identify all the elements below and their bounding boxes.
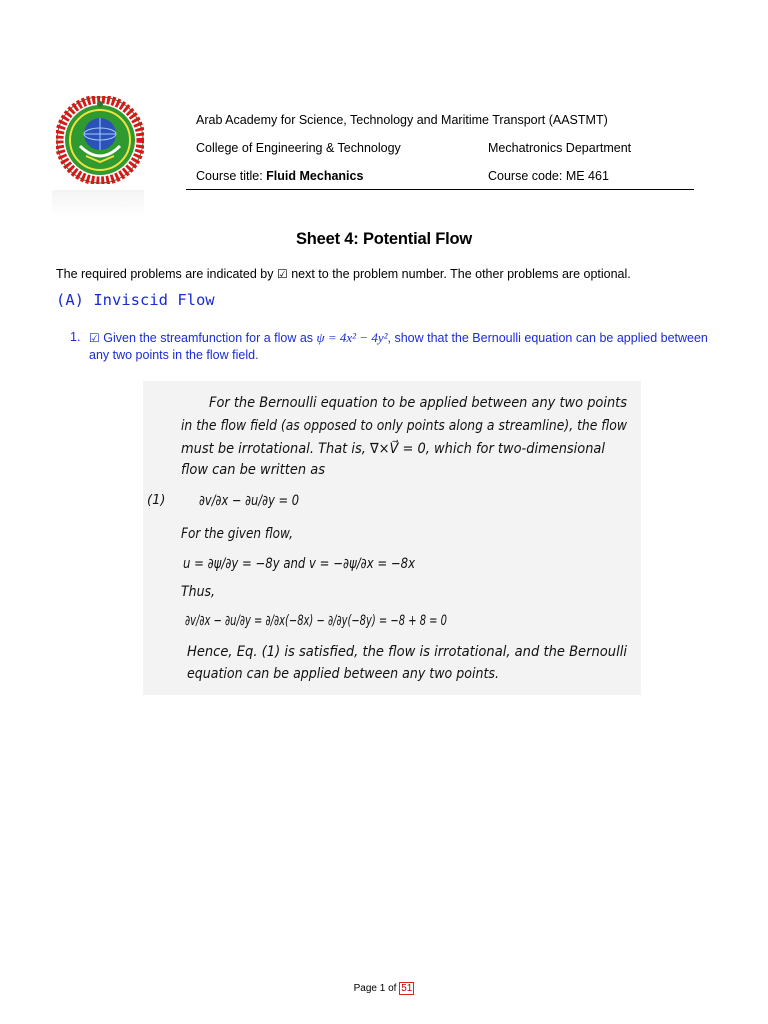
solution-line-8: equation can be applied between any two points. (187, 666, 499, 682)
college-name: College of Engineering & Technology (196, 141, 401, 155)
department-name: Mechatronics Department (488, 141, 632, 155)
equation-1: ∂v/∂x − ∂u/∂y = 0 (199, 493, 300, 509)
equation-label: (1) (147, 493, 166, 508)
solution-line-1: For the Bernoulli equation to be applied between any two points (209, 395, 627, 411)
problem-text-before: Given the streamfunction for a flow as (99, 331, 317, 345)
problem-number: 1. (70, 330, 81, 344)
intro-before: The required problems are indicated by (56, 267, 277, 281)
course-title-value: Fluid Mechanics (266, 169, 364, 183)
solution-line-2: in the flow field (as opposed to only points along a streamline), the flow (181, 418, 628, 434)
equation-3: ∂v/∂x − ∂u/∂y = ∂/∂x(−8x) − ∂/∂y(−8y) = −8 + 8 = 0 (185, 613, 448, 629)
page-total-link[interactable]: 51 (401, 983, 413, 994)
sheet-title: Sheet 4: Potential Flow (295, 230, 472, 248)
logo-shadow (52, 190, 144, 216)
solution-line-7: Hence, Eq. (1) is satisfied, the flow is irrotational, and the Bernoulli (187, 644, 628, 660)
problem-1 (70, 329, 710, 364)
course-code: Course code: ME 461 (488, 169, 609, 183)
problem-text-after: , show that the Bernoulli equation can be applied between any two points in the flow field. (89, 331, 708, 362)
handwritten-solution-image (143, 381, 641, 695)
header-divider (186, 189, 694, 190)
solution-line-6: Thus, (181, 584, 215, 600)
course-title (196, 168, 363, 184)
intro-after: next to the problem number. The other problems are optional. (287, 267, 631, 281)
intro-text (56, 266, 716, 282)
solution-line-3: must be irrotational. That is, ∇×V⃗ = 0, which for two-dimensional (181, 441, 639, 457)
section-heading-inviscid-flow: (A) Inviscid Flow (56, 291, 215, 309)
aastmt-logo (56, 96, 144, 184)
page-footer (0, 983, 768, 994)
solution-line-5: For the given flow, (181, 526, 293, 542)
page-label: Page 1 of (353, 983, 400, 994)
course-title-label: Course title: (196, 169, 267, 183)
checked-box-icon: ☑ (276, 267, 288, 281)
checked-box-icon: ☑ (89, 331, 100, 345)
institution-name: Arab Academy for Science, Technology and Maritime Transport (AASTMT) (196, 113, 608, 127)
solution-line-4: flow can be written as (181, 462, 325, 478)
equation-2: u = ∂ψ/∂y = −8y and v = −∂ψ/∂x = −8x (183, 556, 416, 572)
streamfunction-formula: ψ = 4x² − 4y² (316, 330, 388, 345)
